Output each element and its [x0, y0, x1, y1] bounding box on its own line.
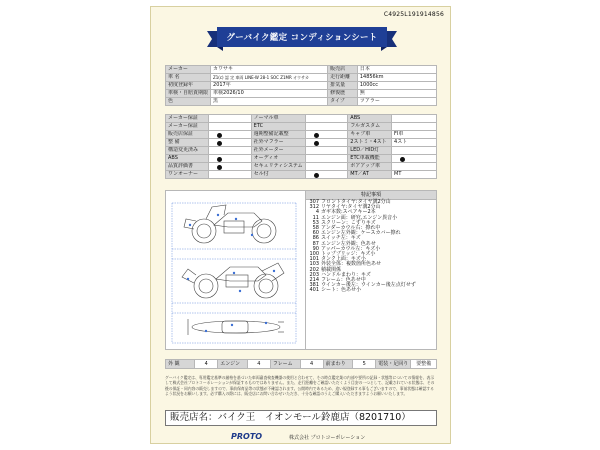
equip-label: 品質評価書 [166, 163, 209, 171]
table-row [166, 66, 437, 74]
equip-label: ボアアップ車 [348, 163, 392, 171]
company-name: 株式会社 プロトコーポレーション [289, 435, 366, 441]
checked-dot-icon [392, 155, 437, 163]
note-text: 外装全体：複数箇所色あせ [321, 261, 382, 268]
checked-dot-icon [305, 131, 348, 139]
equip-label: ABS [166, 155, 209, 163]
info-label: 初度登録年 [166, 82, 211, 90]
filled-circle-icon [400, 157, 405, 162]
info-value: カワサキ [211, 66, 328, 74]
score-label: 電装・足回り [376, 360, 411, 369]
info-value: 黒 [211, 98, 328, 106]
note-text: スイッチ左：キズ [321, 235, 361, 242]
note-code: 312 [309, 204, 319, 211]
note-code: 11 [312, 214, 319, 221]
score-label: フレーム [270, 360, 300, 369]
score-label: 前まわり [323, 360, 353, 369]
checked-dot-icon [209, 163, 252, 171]
table-row [166, 147, 437, 155]
filled-circle-icon [314, 141, 319, 146]
note-text: エンジン左外観：ケースカバー擦れ [321, 230, 401, 237]
note-text: エンジン面：研究,エンジン異音小 [321, 214, 398, 221]
equip-label: 週期整備記載整 [251, 131, 305, 139]
score-value: 4 [195, 360, 218, 369]
note-text: トップブリッジ：キズ小 [321, 251, 376, 258]
note-code: 401 [309, 287, 319, 294]
note-code: 203 [309, 271, 319, 278]
notes-section [306, 191, 436, 349]
equip-label: ノーマル車 [251, 115, 305, 123]
damage-diagram [166, 191, 306, 349]
table-row [166, 98, 437, 106]
note-text: ウインカー後左：ウインカー後左点灯せず [321, 282, 416, 289]
checked-dot-icon [209, 155, 252, 163]
equip-value [209, 115, 252, 123]
note-text: タンク上面：キズ小 [321, 256, 366, 263]
filled-circle-icon [217, 133, 222, 138]
equip-label: 販売店保証 [166, 131, 209, 139]
note-code: 86 [312, 235, 319, 242]
note-code: 58 [312, 225, 319, 232]
table-row [166, 82, 437, 90]
notes-header: 特記事項 [306, 191, 436, 200]
note-code: 100 [309, 251, 319, 258]
equip-value: 4スト [392, 139, 437, 147]
equip-label: ETC [251, 123, 305, 131]
table-row [166, 139, 437, 147]
filled-circle-icon [217, 141, 222, 146]
equip-label: 構造変更済み [166, 147, 209, 155]
info-label: メーカー [166, 66, 211, 74]
note-code: 101 [309, 256, 319, 263]
equip-label: フルガスタム [348, 123, 392, 131]
equip-label: オーディオ [251, 155, 305, 163]
motorcycle-diagram-icon [166, 191, 306, 349]
info-label: 車 名 [166, 74, 211, 82]
equip-label: ETC車載機能 [348, 155, 392, 163]
note-code: 4 [315, 209, 319, 216]
note-text: リヤタイヤ:タイヤ溝2分山 [321, 204, 381, 211]
basic-info-table [165, 65, 437, 106]
score-value: 5 [353, 360, 376, 369]
equip-value [305, 163, 348, 171]
document-id: C4925L191914856 [383, 11, 444, 18]
dealer-name: 販売店名：バイク王 イオンモール鈴鹿店（8201710） [165, 410, 437, 426]
note-code: 60 [312, 230, 319, 237]
equip-value [209, 147, 252, 155]
table-row [166, 90, 437, 98]
note-text: 積載関係 [321, 266, 342, 273]
score-value: 4 [300, 360, 323, 369]
table-row [166, 74, 437, 82]
equip-label: 整 備 [166, 139, 209, 147]
info-label: 色 [166, 98, 211, 106]
info-label: タイプ [328, 98, 358, 106]
note-code: 202 [309, 266, 319, 273]
checked-dot-icon [305, 171, 348, 179]
filled-circle-icon [314, 173, 319, 178]
info-label: 販売店 [328, 66, 358, 74]
sheet-title: グーバイク鑑定 コンディションシート [226, 33, 378, 43]
notes-list [306, 200, 436, 294]
equip-label: 社外マフラー [251, 139, 305, 147]
note-code: 53 [312, 219, 319, 226]
equip-value [305, 155, 348, 163]
filled-circle-icon [217, 165, 222, 170]
info-value: 1000cc [357, 82, 436, 90]
equip-value [305, 115, 348, 123]
title-banner [207, 25, 397, 51]
equip-value [305, 147, 348, 155]
note-text: エンジン左外観：色あせ [321, 240, 376, 247]
note-code: 307 [309, 199, 319, 205]
info-value: Z1(c) 認 定 車両 LINE-W 28-1 SOC Z1MR オウサカ [211, 74, 328, 82]
info-value: ツアラー [357, 98, 436, 106]
table-row [166, 171, 437, 179]
table-row [166, 115, 437, 123]
equip-label: メーカー保証 [166, 115, 209, 123]
score-label: 外 観 [166, 360, 195, 369]
equipment-table [165, 114, 437, 179]
equip-label: メーカー保証 [166, 123, 209, 131]
score-value: 4 [247, 360, 270, 369]
equip-label: 2ストミ・4スト [348, 139, 392, 147]
equip-label: ABS [348, 115, 392, 123]
equip-label: セル付 [251, 171, 305, 179]
table-row [166, 123, 437, 131]
equip-value [209, 171, 252, 179]
note-text: アンダーカウル右：擦れ中 [321, 225, 381, 232]
info-value: 日本 [357, 66, 436, 74]
info-value: 車検2026/10 [211, 90, 328, 98]
filled-circle-icon [217, 157, 222, 162]
equip-label: ワンオーナー [166, 171, 209, 179]
equip-value [209, 123, 252, 131]
note-item [306, 288, 436, 293]
info-value: 14856km [357, 74, 436, 82]
inspection-panel [165, 190, 437, 350]
equip-value: FI車 [392, 131, 437, 139]
equip-label: MT／AT [348, 171, 392, 179]
note-text: ハンドルまわり：キズ [321, 271, 371, 278]
note-text: シート：色あせ小 [321, 287, 362, 294]
note-text: アッパーカウル左：キズ小 [321, 245, 381, 252]
checked-dot-icon [305, 139, 348, 147]
disclaimer-text: グーバイク鑑定は、専用鑑定基準の厳格を基づいた車両審査検査機器の使用と合わせて、その時点鑑定業の内部や要所の記録・状態等についての情報を、表示して株式会社プロトコーポレーションが保証するものではありません。また、走行距離をご確認いただくよう目安の一つとして、記載されている状態は、その後の保証・同内容の販売しますので、事前保育品等の状態が不確認されます。公開時内であるため、追い規登録する事もございますので、事前状態は確認するよう状況をお願いします。必ず購入の際には、販売店にお問い合わせいただき、十分な確認のうえご購入いただきますようお願いいたします。 [165, 375, 435, 396]
equip-value [392, 123, 437, 131]
equip-value [392, 163, 437, 171]
equip-label: LED／HID灯 [348, 147, 392, 155]
note-text: スクリーン：こすりキズ [321, 219, 376, 226]
proto-logo: PROTO [231, 432, 263, 441]
table-row [166, 131, 437, 139]
filled-circle-icon [314, 133, 319, 138]
info-value: 2017年 [211, 82, 328, 90]
info-label: 修復歴 [328, 90, 358, 98]
equip-label: セキュリティシステム [251, 163, 305, 171]
note-code: 90 [312, 245, 319, 252]
checked-dot-icon [209, 131, 252, 139]
score-value: 要整備 [411, 360, 437, 369]
equip-value [392, 115, 437, 123]
note-code: 214 [309, 277, 319, 284]
score-table [165, 359, 437, 369]
info-value: 無 [357, 90, 436, 98]
equip-label: キャブ車 [348, 131, 392, 139]
equip-value [305, 123, 348, 131]
table-row [166, 163, 437, 171]
note-code: 103 [309, 261, 319, 268]
info-label: 走行距離 [328, 74, 358, 82]
score-label: エンジン [218, 360, 248, 369]
checked-dot-icon [209, 139, 252, 147]
condition-sheet [150, 6, 451, 444]
footer [151, 431, 452, 443]
note-text: ガギ本数:スペアキー2本 [321, 209, 376, 216]
table-row [166, 155, 437, 163]
table-row [166, 360, 437, 369]
note-code: 381 [309, 282, 319, 289]
info-label: 排気量 [328, 82, 358, 90]
note-text: フレーム：色あせ中 [321, 277, 366, 284]
note-code: 87 [312, 240, 319, 247]
note-text: フロントタイヤ:タイヤ溝2分山 [321, 199, 391, 205]
info-label: 車検・自賠責期限 [166, 90, 211, 98]
equip-value [392, 147, 437, 155]
equip-label: 社外メーター [251, 147, 305, 155]
equip-value: MT [392, 171, 437, 179]
